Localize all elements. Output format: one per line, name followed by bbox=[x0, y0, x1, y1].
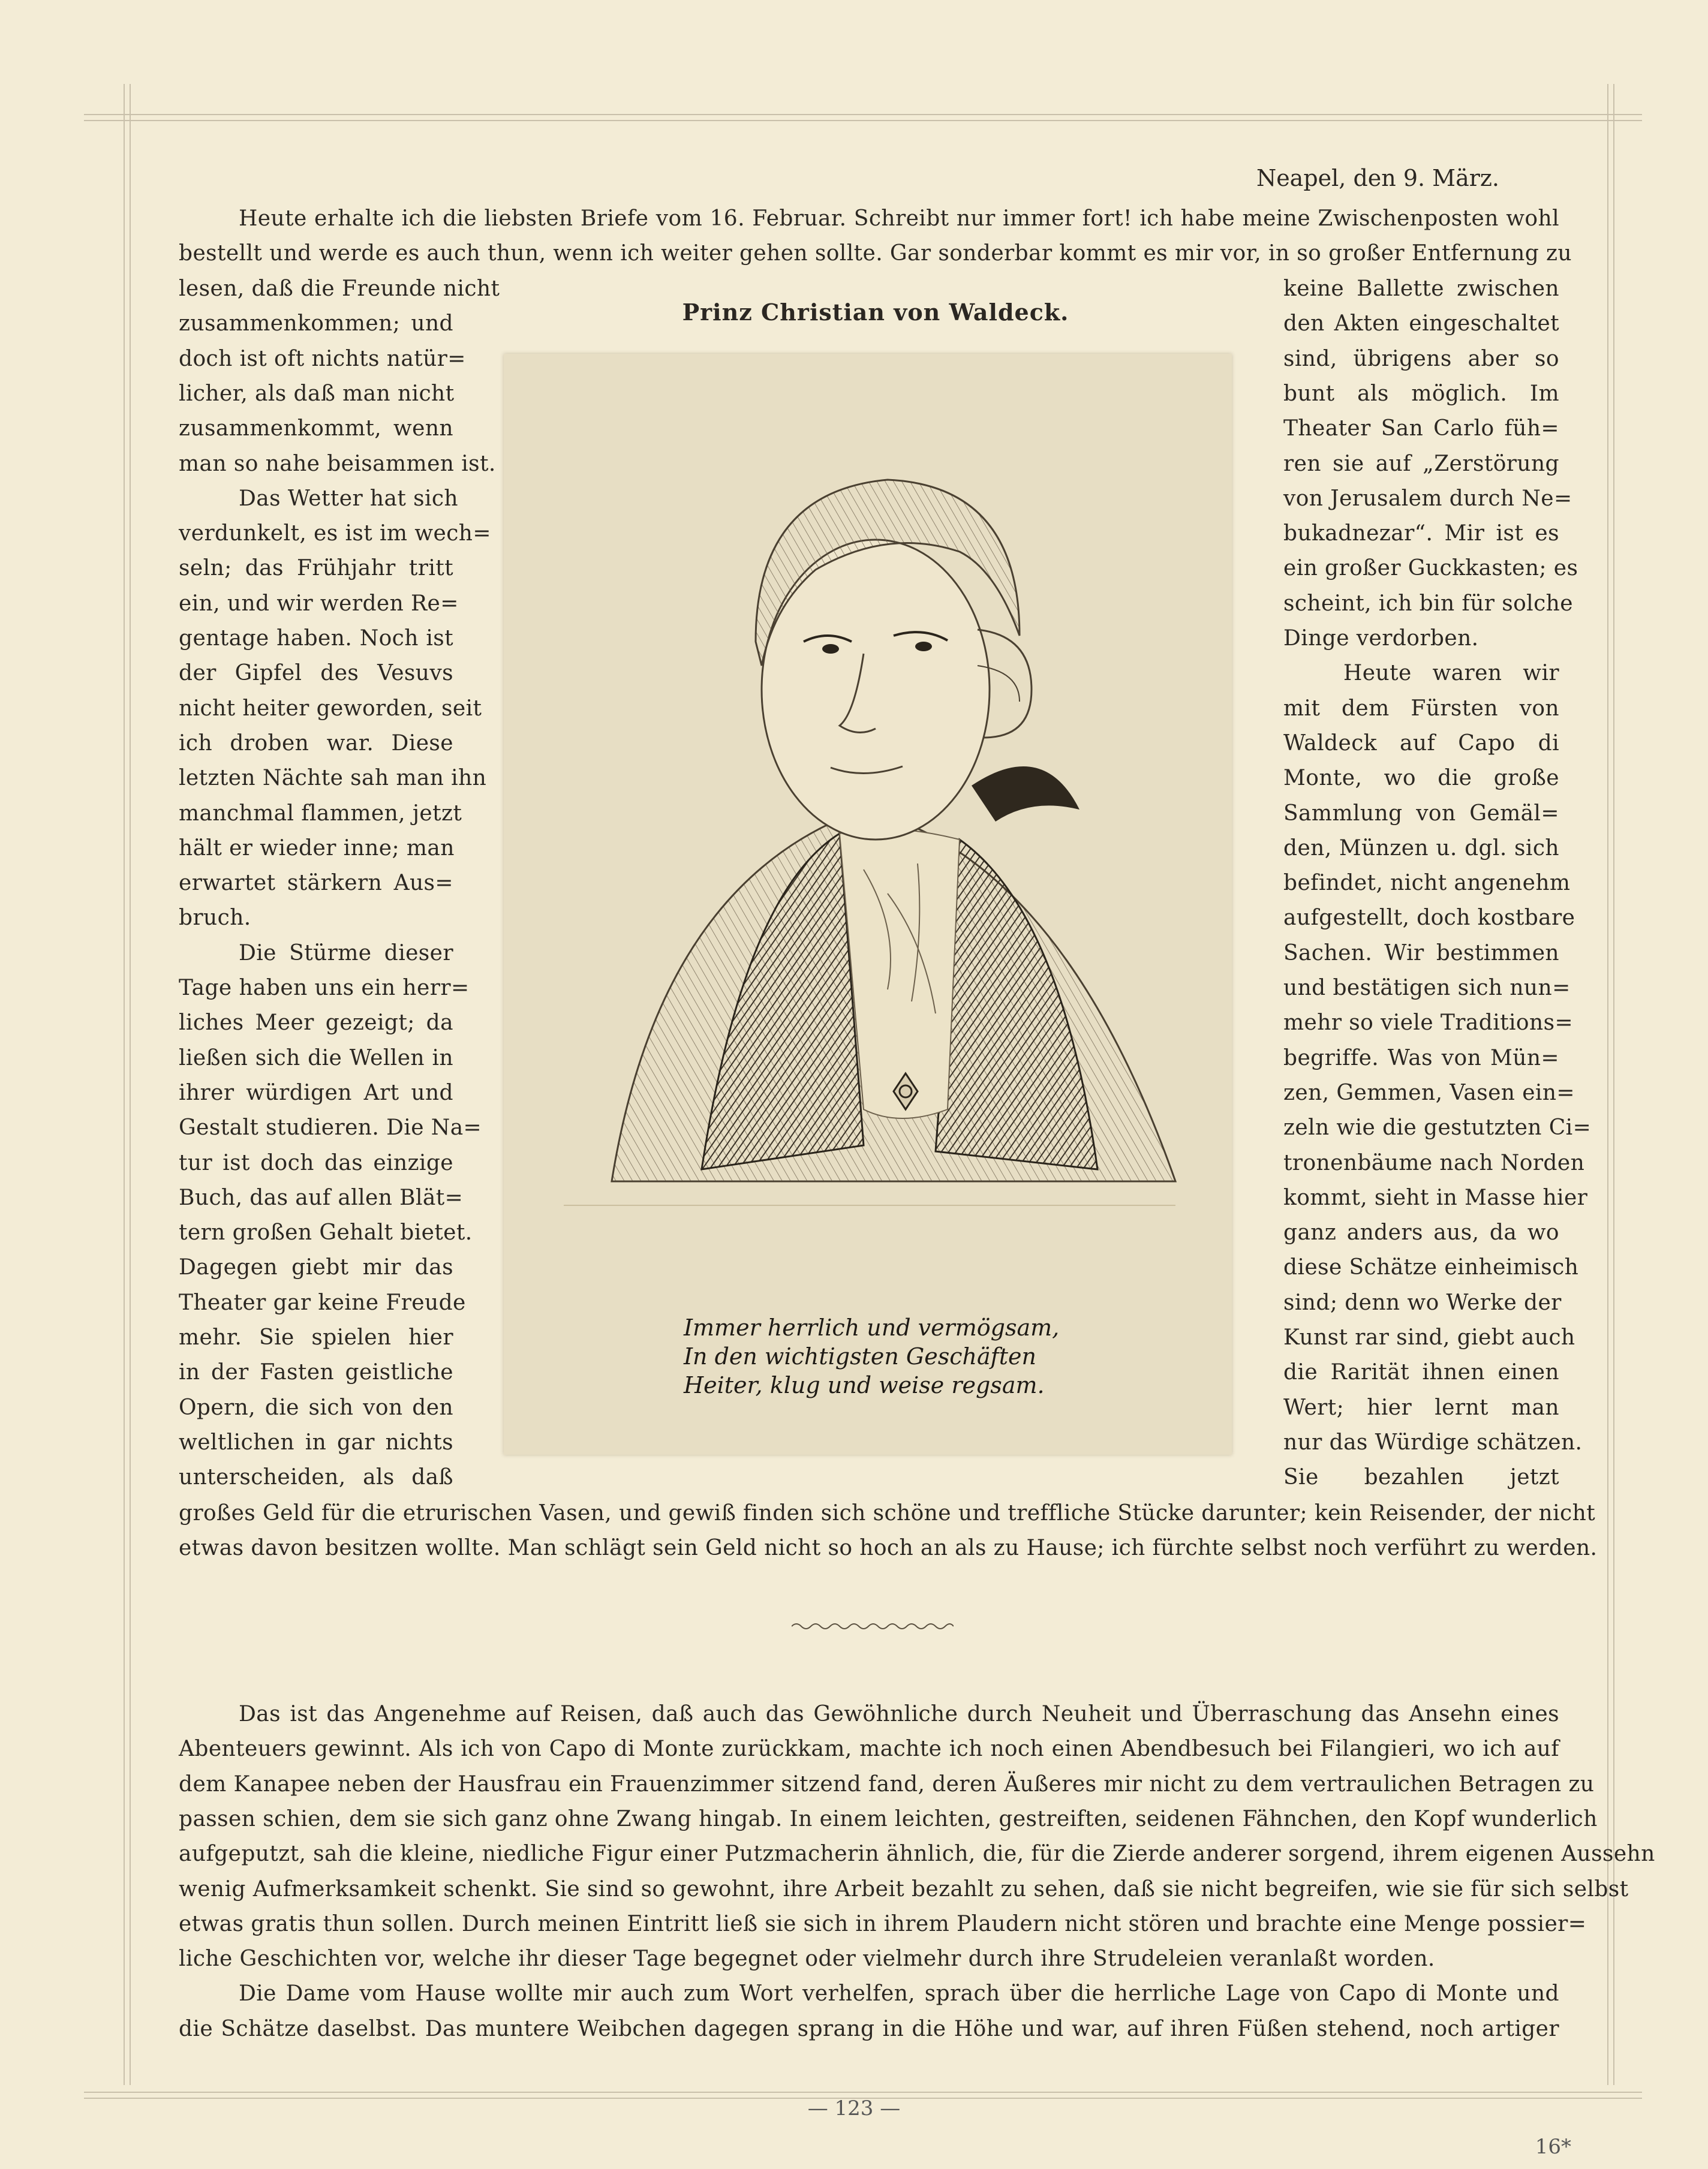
right-column-line: bunt als möglich. Im bbox=[1283, 381, 1559, 406]
left-column-line: manchmal flammen, jetzt bbox=[179, 801, 462, 826]
left-column-line: bruch. bbox=[179, 905, 251, 931]
section-two-line: liche Geschichten vor, welche ihr dieser Tage begegnet oder vielmehr durch ihre Strudeleien veranlaßt worden. bbox=[179, 1947, 1435, 1972]
section-two-line: etwas gratis thun sollen. Durch meinen Eintritt ließ sie sich in ihrem Plaudern nicht stören und brachte eine Menge possier= bbox=[179, 1911, 1587, 1936]
left-column-line: gentage haben. Noch ist bbox=[179, 626, 453, 651]
signature-mark: 16* bbox=[1535, 2135, 1571, 2159]
bottom-text-line: etwas davon besitzen wollte. Man schlägt sein Geld nicht so hoch an als zu Hause; ich fürchte selbst noch verführt zu werden. bbox=[179, 1536, 1598, 1561]
left-column-line: der Gipfel des Vesuvs bbox=[179, 661, 453, 686]
right-column-line: ein großer Guckkasten; es bbox=[1283, 556, 1578, 581]
right-column-line: sind, übrigens aber so bbox=[1283, 346, 1559, 371]
inscription-line-1: Immer herrlich und vermögsam, bbox=[684, 1314, 1060, 1341]
left-column-line: Opern, die sich von den bbox=[179, 1395, 453, 1420]
left-column-line: man so nahe beisammen ist. bbox=[179, 451, 496, 476]
right-column-line: keine Ballette zwischen bbox=[1283, 276, 1559, 301]
right-column-line: sind; denn wo Werke der bbox=[1283, 1290, 1562, 1315]
frame-top bbox=[84, 114, 1642, 121]
page-number: — 123 — bbox=[807, 2096, 901, 2120]
left-column-line: doch ist oft nichts natür= bbox=[179, 346, 466, 371]
section-two-line: wenig Aufmerksamkeit schenkt. Sie sind so gewohnt, ihre Arbeit bezahlt zu sehen, daß sie nicht begreifen, wie sie für sich selbst bbox=[179, 1876, 1629, 1902]
frame-left bbox=[124, 84, 131, 2085]
right-column-line: Dinge verdorben. bbox=[1283, 626, 1479, 651]
portrait-caption: Prinz Christian von Waldeck. bbox=[682, 299, 1069, 326]
right-column-line: begriffe. Was von Mün= bbox=[1283, 1045, 1559, 1070]
right-column-line: und bestätigen sich nun= bbox=[1283, 976, 1571, 1000]
right-column-line: diese Schätze einheimisch bbox=[1283, 1255, 1579, 1280]
bottom-text-line: großes Geld für die etrurischen Vasen, und gewiß finden sich schöne und treffliche Stücke darunter; kein Reisender, der nicht bbox=[179, 1501, 1596, 1526]
right-column-line: Monte, wo die große bbox=[1283, 766, 1559, 791]
inscription-line-3: Heiter, klug und weise regsam. bbox=[684, 1372, 1045, 1398]
left-column-line: Gestalt studieren. Die Na= bbox=[179, 1115, 482, 1141]
left-column-line: Das Wetter hat sich bbox=[239, 486, 459, 511]
right-column-line: Sie bezahlen jetzt bbox=[1283, 1465, 1559, 1490]
frame-right bbox=[1607, 84, 1614, 2085]
left-column-line: hält er wieder inne; man bbox=[179, 835, 455, 861]
portrait-drawing bbox=[504, 354, 1232, 1455]
left-column-line: mehr. Sie spielen hier bbox=[179, 1325, 453, 1350]
right-column-line: bukadnezar“. Mir ist es bbox=[1283, 521, 1559, 546]
right-column-line: Sachen. Wir bestimmen bbox=[1283, 940, 1559, 965]
right-column-line: zen, Gemmen, Vasen ein= bbox=[1283, 1080, 1575, 1105]
left-column-line: weltlichen in gar nichts bbox=[179, 1430, 453, 1455]
right-column-line: den Akten eingeschaltet bbox=[1283, 311, 1559, 336]
left-column-line: lesen, daß die Freunde nicht bbox=[179, 276, 500, 301]
right-column-line: tronenbäume nach Norden bbox=[1283, 1150, 1585, 1175]
right-column-line: scheint, ich bin für solche bbox=[1283, 591, 1573, 616]
right-column-line: Wert; hier lernt man bbox=[1283, 1395, 1559, 1420]
right-column-line: kommt, sieht in Masse hier bbox=[1283, 1185, 1588, 1210]
section-two-line: Das ist das Angenehme auf Reisen, daß auch das Gewöhnliche durch Neuheit und Überraschung das Ansehn eines bbox=[239, 1702, 1559, 1726]
section-two-line: Abenteuers gewinnt. Als ich von Capo di Monte zurückkam, machte ich noch einen Abendbesuch bei Filangieri, wo ich auf bbox=[179, 1737, 1559, 1762]
right-column-line: Heute waren wir bbox=[1343, 661, 1559, 686]
right-column-line: zeln wie die gestutzten Ci= bbox=[1283, 1115, 1592, 1141]
left-column-line: unterscheiden, als daß bbox=[179, 1465, 453, 1490]
right-column-line: befindet, nicht angenehm bbox=[1283, 871, 1571, 896]
right-column-line: die Rarität ihnen einen bbox=[1283, 1360, 1559, 1385]
left-column-line: tern großen Gehalt bietet. bbox=[179, 1220, 473, 1246]
left-column-line: seln; das Frühjahr tritt bbox=[179, 556, 453, 581]
left-column-line: Dagegen giebt mir das bbox=[179, 1255, 453, 1280]
right-column-line: Waldeck auf Capo di bbox=[1283, 730, 1559, 756]
left-column-line: licher, als daß man nicht bbox=[179, 381, 455, 406]
right-column-line: mit dem Fürsten von bbox=[1283, 696, 1559, 721]
left-column-line: ließen sich die Wellen in bbox=[179, 1045, 453, 1070]
portrait-engraving bbox=[504, 354, 1232, 1455]
left-column-line: Buch, das auf allen Blät= bbox=[179, 1185, 464, 1210]
left-column-line: liches Meer gezeigt; da bbox=[179, 1010, 453, 1036]
top-text-line: bestellt und werde es auch thun, wenn ich weiter gehen sollte. Gar sonderbar kommt es mir vor, in so großer Entfernung zu bbox=[179, 241, 1572, 266]
right-column-line: von Jerusalem durch Ne= bbox=[1283, 486, 1572, 511]
left-column-line: nicht heiter geworden, seit bbox=[179, 696, 482, 721]
section-two-line: passen schien, dem sie sich ganz ohne Zwang hingab. In einem leichten, gestreiften, seidenen Fähnchen, den Kopf wunderlich bbox=[179, 1806, 1598, 1831]
left-column-line: zusammenkommen; und bbox=[179, 311, 453, 336]
right-column-line: ren sie auf „Zerstörung bbox=[1283, 451, 1559, 476]
section-two-line: Die Dame vom Hause wollte mir auch zum Wort verhelfen, sprach über die herrliche Lage von Capo di Monte und bbox=[239, 1981, 1559, 2006]
section-two-line: dem Kanapee neben der Hausfrau ein Frauenzimmer sitzend fand, deren Äußeres mir nicht zu dem vertraulichen Betragen zu bbox=[179, 1771, 1595, 1797]
left-column-line: zusammenkommt, wenn bbox=[179, 416, 453, 441]
right-column-line: Sammlung von Gemäl= bbox=[1283, 801, 1559, 826]
right-column-line: mehr so viele Traditions= bbox=[1283, 1010, 1574, 1036]
right-column-line: ganz anders aus, da wo bbox=[1283, 1220, 1559, 1246]
left-column-line: verdunkelt, es ist im wech= bbox=[179, 521, 491, 546]
left-column-line: letzten Nächte sah man ihn bbox=[179, 766, 487, 791]
left-column-line: ich droben war. Diese bbox=[179, 730, 453, 756]
right-column-line: den, Münzen u. dgl. sich bbox=[1283, 835, 1559, 861]
left-column-line: Theater gar keine Freude bbox=[179, 1290, 466, 1315]
right-column-line: Kunst rar sind, giebt auch bbox=[1283, 1325, 1575, 1350]
left-column-line: ihrer würdigen Art und bbox=[179, 1080, 453, 1105]
left-column-line: in der Fasten geistliche bbox=[179, 1360, 453, 1385]
left-column-line: ein, und wir werden Re= bbox=[179, 591, 459, 616]
right-column-line: nur das Würdige schätzen. bbox=[1283, 1430, 1583, 1455]
left-column-line: Die Stürme dieser bbox=[239, 940, 453, 965]
left-column-line: erwartet stärkern Aus= bbox=[179, 871, 453, 896]
section-two-line: aufgeputzt, sah die kleine, niedliche Figur einer Putzmacherin ähnlich, die, für die Zierde anderer sorgend, ihrem eigenen Aussehn bbox=[179, 1842, 1655, 1867]
inscription-line-2: In den wichtigsten Geschäften bbox=[684, 1343, 1036, 1370]
left-column-line: Tage haben uns ein herr= bbox=[179, 976, 470, 1000]
top-text-line: Heute erhalte ich die liebsten Briefe vom 16. Februar. Schreibt nur immer fort! ich habe meine Zwischenposten wohl bbox=[239, 206, 1559, 231]
dateline: Neapel, den 9. März. bbox=[1256, 165, 1499, 191]
section-divider-ornament bbox=[792, 1619, 954, 1633]
left-column-line: tur ist doch das einzige bbox=[179, 1150, 453, 1175]
right-column-line: aufgestellt, doch kostbare bbox=[1283, 905, 1575, 931]
right-column-line: Theater San Carlo füh= bbox=[1283, 416, 1559, 441]
section-two-line: die Schätze daselbst. Das muntere Weibchen dagegen sprang in die Höhe und war, auf ihren Füßen stehend, noch artiger bbox=[179, 2016, 1559, 2041]
